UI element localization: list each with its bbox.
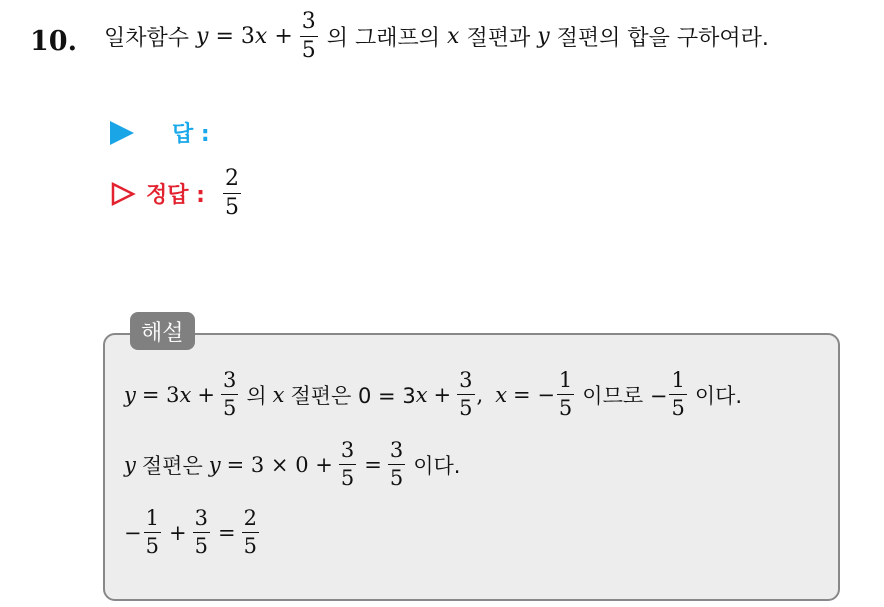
fraction-numerator: 2 — [243, 506, 257, 530]
question-tail-b: 절편과 — [466, 26, 531, 51]
question-text — [104, 11, 769, 62]
equals-minus: = − — [513, 382, 555, 407]
fraction-numerator: 1 — [671, 368, 685, 392]
text: 이다. — [694, 383, 743, 408]
fraction-denominator: 5 — [145, 534, 159, 558]
var-x: x — [179, 382, 192, 407]
var-x: x — [272, 382, 285, 407]
text: 이므로 − — [582, 383, 668, 408]
fraction-numerator: 3 — [301, 9, 316, 34]
equals-sign: = — [217, 520, 236, 545]
var-y: y — [124, 382, 136, 407]
explanation-line-3 — [124, 508, 261, 557]
equals-3: = 3 — [215, 24, 255, 49]
fraction — [221, 370, 238, 419]
fraction-numerator: 1 — [145, 506, 159, 530]
var-x: x — [254, 24, 268, 49]
fraction-3-5 — [300, 11, 318, 62]
question-intro: 일차함수 — [104, 26, 190, 51]
fraction — [457, 370, 474, 419]
question-tail-a: 의 그래프의 — [326, 26, 441, 51]
fraction — [193, 508, 210, 557]
var-y: y — [208, 452, 221, 477]
fraction — [144, 508, 161, 557]
question-number: 10. — [30, 26, 77, 57]
text: 이다. — [413, 453, 461, 478]
equals-3: = 3 — [141, 382, 180, 407]
correct-answer-row — [110, 168, 243, 219]
fraction-denominator: 5 — [222, 396, 237, 420]
var-y: y — [124, 452, 136, 477]
plus-sign: + — [168, 520, 187, 545]
fraction-denominator: 5 — [459, 396, 473, 420]
fraction-denominator: 5 — [671, 396, 685, 420]
fraction-denominator: 5 — [243, 534, 257, 558]
expression: = 3 × 0 + — [226, 452, 333, 477]
play-icon — [110, 121, 134, 145]
plus-sign: + — [197, 382, 215, 407]
fraction-denominator: 5 — [558, 396, 573, 420]
fraction — [388, 440, 405, 489]
equals-sign: = — [364, 452, 382, 477]
answer-row — [110, 117, 210, 148]
text: 의 — [246, 383, 267, 408]
fraction — [339, 440, 356, 489]
explanation-line-2 — [124, 440, 460, 489]
fraction-denominator: 5 — [340, 466, 355, 490]
plus-sign: + — [274, 24, 293, 49]
question-tail-c: 절편의 합을 구하여라. — [556, 26, 769, 51]
var-y: y — [196, 24, 209, 49]
correct-answer-fraction — [223, 168, 241, 219]
text: 절편은 — [141, 453, 203, 478]
fraction — [242, 508, 259, 557]
var-y-2: y — [537, 24, 550, 49]
fraction-denominator: 5 — [224, 195, 239, 220]
var-x-2: x — [447, 24, 460, 49]
fraction-denominator: 5 — [194, 534, 208, 558]
var-x: x — [415, 382, 428, 407]
outline-play-icon — [110, 181, 136, 207]
comma: , — [476, 382, 484, 407]
fraction-numerator: 3 — [389, 438, 404, 462]
explanation-line-1 — [124, 370, 742, 419]
fraction-numerator: 3 — [340, 438, 355, 462]
fraction-numerator: 1 — [558, 368, 573, 392]
var-x: x — [495, 382, 508, 407]
plus-sign: + — [433, 382, 452, 407]
fraction-numerator: 3 — [194, 506, 208, 530]
minus-sign: − — [124, 520, 142, 545]
fraction — [557, 370, 574, 419]
fraction-numerator: 3 — [222, 368, 237, 392]
text: 절편은 0 = 3 — [290, 383, 416, 408]
correct-answer-label: 정답 : — [146, 183, 205, 208]
fraction-numerator: 2 — [224, 166, 239, 191]
fraction-numerator: 3 — [459, 368, 473, 392]
fraction-denominator: 5 — [389, 466, 404, 490]
explanation-tag: 해설 — [130, 312, 195, 350]
fraction — [669, 370, 686, 419]
fraction-denominator: 5 — [301, 38, 316, 63]
answer-label: 답 : — [172, 122, 210, 147]
